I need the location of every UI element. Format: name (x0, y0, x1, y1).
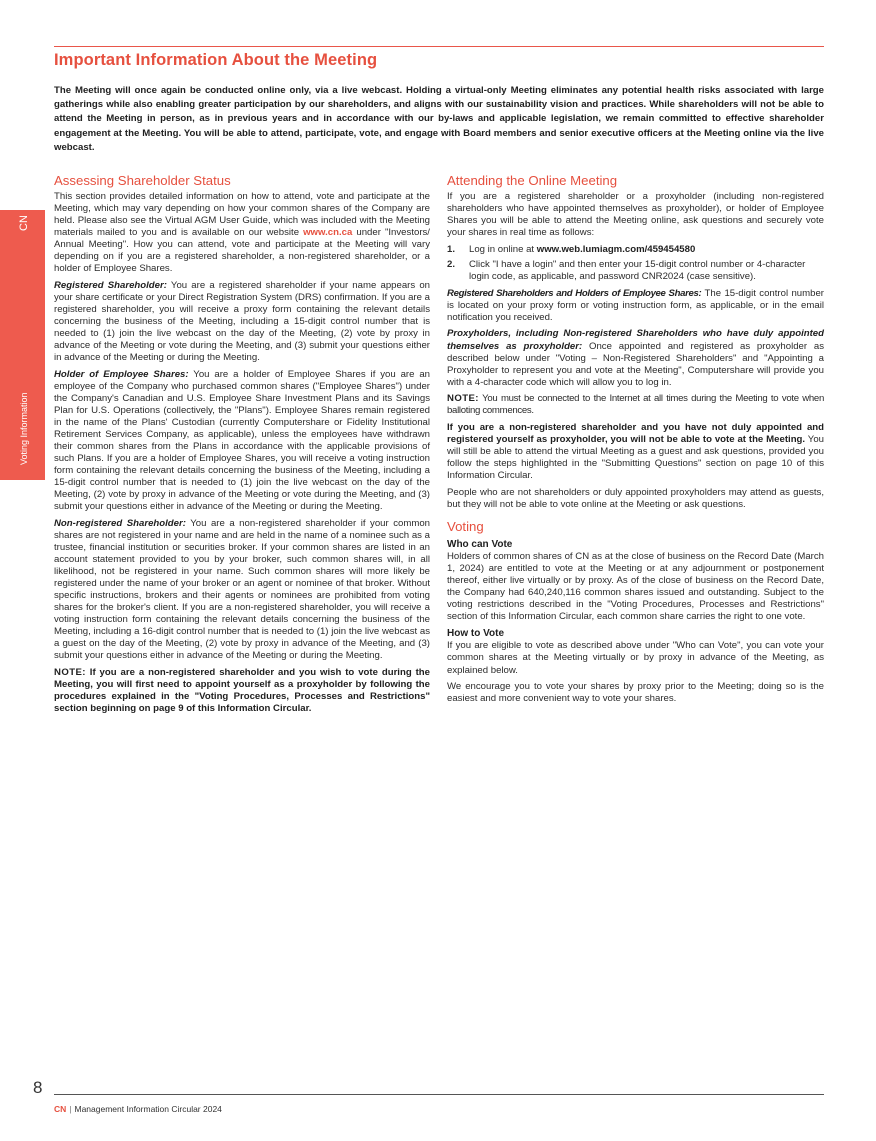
page-number: 8 (33, 1078, 43, 1097)
note-text: If you are a non-registered shareholder and you wish to vote during the Meeting, you will first need to appoint yourself as a proxyholder by following the procedures explained in the "Voting Procedures, Processes and Restrictions" section beginning on page 9 of this Information Circular. (54, 666, 430, 714)
who-can-vote-paragraph: Holders of common shares of CN as at the close of business on the Record Date (March 1, 2024) are entitled to vote at the Meeting or at any adjournment or postponement thereof, either live virtually or by proxy. As of the close of business on the Record Date, the Company had 640,240,116 common shares issued and outstanding. Subject to the voting restrictions described in the "Voting Procedures, Processes and Restrictions" section of this Information Circular, each common share carries the right to one vote. (447, 551, 824, 623)
step-text: Click "I have a login" and then enter your 15-digit control number or 4-character login code, as applicable, and password CNR2024 (case sensitive). (469, 258, 806, 282)
note-label: NOTE: (447, 393, 479, 405)
login-steps-list (447, 244, 824, 283)
list-item (447, 244, 824, 256)
intro-paragraph: The Meeting will once again be conducted online only, via a live webcast. Holding a virtual-only Meeting eliminates any potential health risks associated with large gatherings while also enabling greater participation by our shareholders, and aligns with our sustainability vision and practices. While shareholders will not be able to attend the Meeting in person, as in previous years and in accordance with our by-laws and applicable legislation, we remain committed to effective shareholder engagement at the Meeting. You will be able to attend, participate, vote, and engage with Board members and senior executive officers at the Meeting online via the live webcast. (54, 85, 824, 153)
non-registered-note (54, 667, 430, 715)
employee-shares-paragraph (54, 369, 430, 514)
guest-attendance-text: You will still be able to attend the virtual Meeting as a guest and ask questions, provided you follow the steps highlighted in the "Submitting Questions" section on page 10 of this Information Circular. (447, 433, 824, 481)
employee-shares-text: You are a holder of Employee Shares if you are an employee of the Company who purchased common shares ("Employee Shares") under the Company's Canadian and U.S. Employee Share Investment Plans and its Savings Plan for U.S. Operations (collectively, the "Plans"). Employee Shares remain registered in the name of the Plans' Custodian (currently Computershare or Fidelity Institutional Retirement Services Company, as applicable), unless the employees have withdrawn their common shares from the Plans in accordance with the applicable provisions of such Plans. If you are a holder of Employee Shares, you will receive a voting instruction form containing the relevant details concerning the business of the Meeting, including a 15-digit control number that is needed to (1) join the live webcast on the day of the Meeting, (2) vote by proxy in advance of the Meeting or vote during the Meeting, and (3) submit your questions either in advance of the Meeting or during the Meeting. (54, 368, 430, 513)
footer-doc-title: Management Information Circular 2024 (74, 1104, 222, 1114)
step-number: 2. (447, 258, 456, 270)
side-tab-code: CN (18, 215, 30, 231)
proxyholders-lead: Proxyholders, including Non-registered Shareholders who have duly appointed themselves as proxyholder: (447, 328, 824, 352)
list-item (447, 259, 824, 283)
guest-attendance-bold: If you are a non-registered shareholder and you have not duly appointed and registered yourself as proxyholder, you will not be able to vote at the Meeting. (447, 421, 824, 445)
assessing-intro-text-a: This section provides detailed information on how to attend, vote and participate at the Meeting, which may vary depending on how your common shares of the Company are held. Please also see the Virtual AGM User Guide, which was included with the Meeting materials mailed to you and is available on our website (54, 191, 430, 239)
footer-separator: | (69, 1104, 72, 1114)
assessing-intro-text-b: under "Investors/ Annual Meeting". How you can attend, vote and participate at the Meeting will vary depending on if you are a registered shareholder, a non-registered shareholder, or a holder of Employee Shares. (54, 227, 430, 275)
registered-shareholder-lead: Registered Shareholder: (54, 279, 167, 291)
registered-shareholder-paragraph (54, 280, 430, 364)
registered-shareholder-text: You are a registered shareholder if your name appears on your share certificate or your Direct Registration System (DRS) confirmation. If you are a registered shareholder, you will receive a proxy form containing the relevant details concerning the business of the Meeting, including a 15-digit control number that is needed to (1) join the live webcast on the day of the Meeting, (2) vote by proxy in advance of the Meeting or vote during the Meeting, and (3) submit your questions either in advance of the Meeting or during the Meeting. (54, 279, 430, 364)
employee-shares-lead: Holder of Employee Shares: (54, 368, 189, 380)
registered-employee-paragraph (447, 288, 824, 324)
assessing-intro-paragraph (54, 191, 430, 275)
non-registered-lead: Non-registered Shareholder: (54, 517, 186, 529)
assessing-status-heading: Assessing Shareholder Status (54, 173, 231, 188)
note-label: NOTE: (54, 666, 86, 678)
proxyholders-paragraph (447, 328, 824, 388)
page-title: Important Information About the Meeting (54, 51, 378, 69)
voting-heading: Voting (447, 518, 484, 534)
how-to-vote-paragraph: If you are eligible to vote as described above under "Who can Vote", you can vote your common shares at the Meeting virtually or by proxy in advance of the Meeting, as explained below. (447, 640, 824, 676)
who-can-vote-heading: Who can Vote (447, 538, 513, 550)
side-tab-label: Voting Information (19, 392, 29, 465)
guest-attendance-paragraph (447, 422, 824, 482)
footer-brand: CN (54, 1104, 67, 1114)
internet-note-text: You must be connected to the Internet at all times during the Meeting to vote when balloting commences. (447, 393, 824, 417)
left-column (54, 173, 430, 719)
how-to-vote-heading: How to Vote (447, 627, 505, 639)
guests-paragraph: People who are not shareholders or duly appointed proxyholders may attend as guests, but they will not be able to vote online at the Meeting or ask questions. (447, 486, 824, 510)
registered-employee-text: The 15-digit control number is located on your proxy form or voting instruction form, as applicable, or in the email notification you received. (447, 287, 824, 323)
step-text (469, 244, 824, 256)
encourage-proxy-paragraph: We encourage you to vote your shares by proxy prior to the Meeting; doing so is the easiest and more convenient way to vote your shares. (447, 681, 824, 705)
step-number: 1. (447, 243, 456, 255)
non-registered-text: You are a non-registered shareholder if your common shares are not registered in your name and are held in the name of a nominee such as a trustee, financial institution or securities broker. If your common shares are listed in an account statement provided to you by your broker, such common shares will, in all likelihood, not be registered in your name. Such common shares will more likely be registered under the name of your broker or an agent or nominee of that broker. Without specific instructions, brokers and their agents or nominees are prohibited from voting shares for the broker's client. If you are a non-registered shareholder, you will receive a voting instruction form containing the relevant details concerning the business of the Meeting, including a 16-digit control number that is needed to (1) join the live webcast as a guest on the day of the Meeting, (2) vote by proxy in advance of the Meeting, and (3) submit your questions either in advance of the Meeting or during the Meeting. (54, 517, 430, 662)
website-link[interactable]: www.cn.ca (303, 227, 353, 239)
step-text-a: Log in online at (469, 243, 537, 255)
internet-note-paragraph (447, 393, 824, 417)
bottom-rule (54, 1094, 824, 1095)
non-registered-paragraph (54, 518, 430, 663)
proxyholders-text: Once appointed and registered as proxyholder as described below under "Voting – Non-Registered Shareholders" and "Appointing a Proxyholder to represent you and vote at the Meeting", Computershare will provide you with a 4-character code which will allow you to log in. (447, 340, 825, 388)
top-rule (54, 46, 824, 47)
registered-employee-lead: Registered Shareholders and Holders of Employee Shares: (447, 287, 702, 299)
attending-intro-paragraph: If you are a registered shareholder or a proxyholder (including non-registered shareholders who have appointed themselves as proxyholder), or holder of Employee Shares you will be able to attend the Meeting online, ask questions and securely vote your shares in real time as follows: (447, 191, 824, 239)
footer (54, 1104, 222, 1114)
attending-online-heading: Attending the Online Meeting (447, 173, 618, 188)
login-url-link[interactable]: www.web.lumiagm.com/459454580 (536, 243, 696, 255)
right-column (447, 173, 824, 710)
